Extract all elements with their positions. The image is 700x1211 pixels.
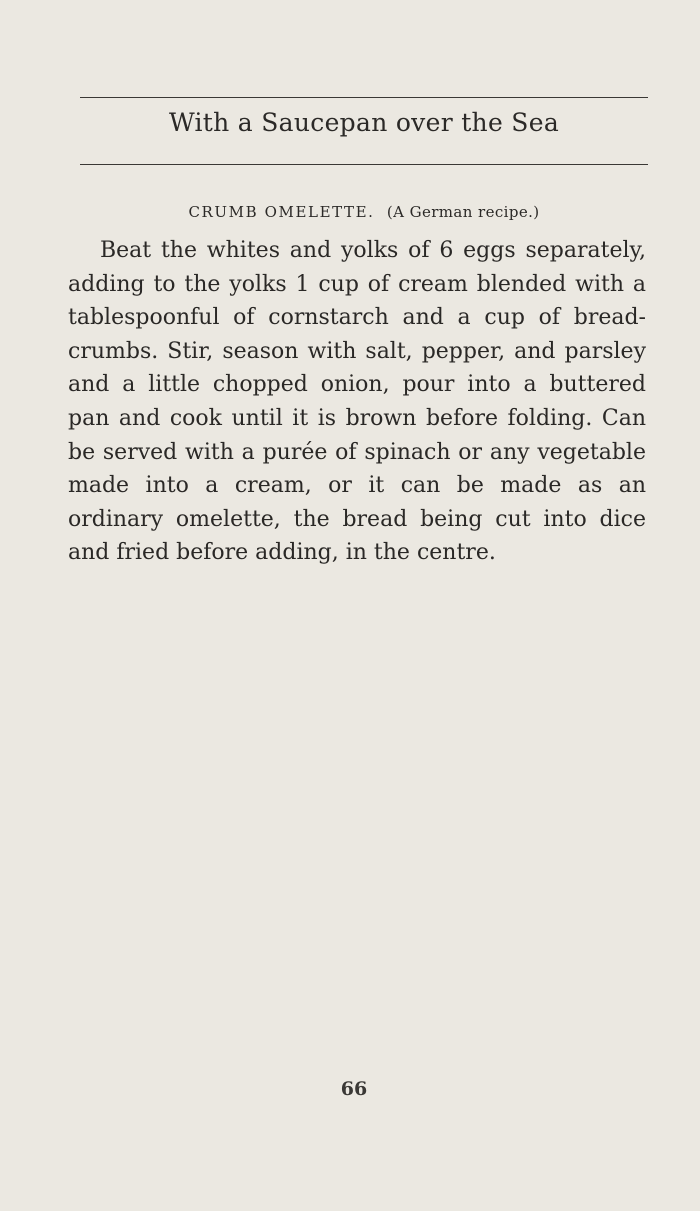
header-bottom-rule xyxy=(80,164,648,165)
recipe-note: (A German recipe.) xyxy=(386,203,540,221)
recipe-body: Beat the whites and yolks of 6 eggs separately, adding to the yolks 1 cup of cream blended with a tablespoonful of cornstarch and a cup of bread-crumbs. Stir, season with salt, pepper, and parsley and a little chopped onion, pour into a buttered pan and cook until it is brown before folding. Can be served with a purée of spinach or any vegetable made into a cream, or it can be made as an ordinary omelette, the bread being cut into dice and fried before adding, in the centre. xyxy=(68,238,646,566)
page-number: 66 xyxy=(340,1078,368,1100)
recipe-heading xyxy=(0,203,700,221)
running-title: With a Saucepan over the Sea xyxy=(168,108,560,137)
header-top-rule xyxy=(80,97,648,98)
recipe-title: CRUMB OMELETTE. xyxy=(188,203,375,221)
